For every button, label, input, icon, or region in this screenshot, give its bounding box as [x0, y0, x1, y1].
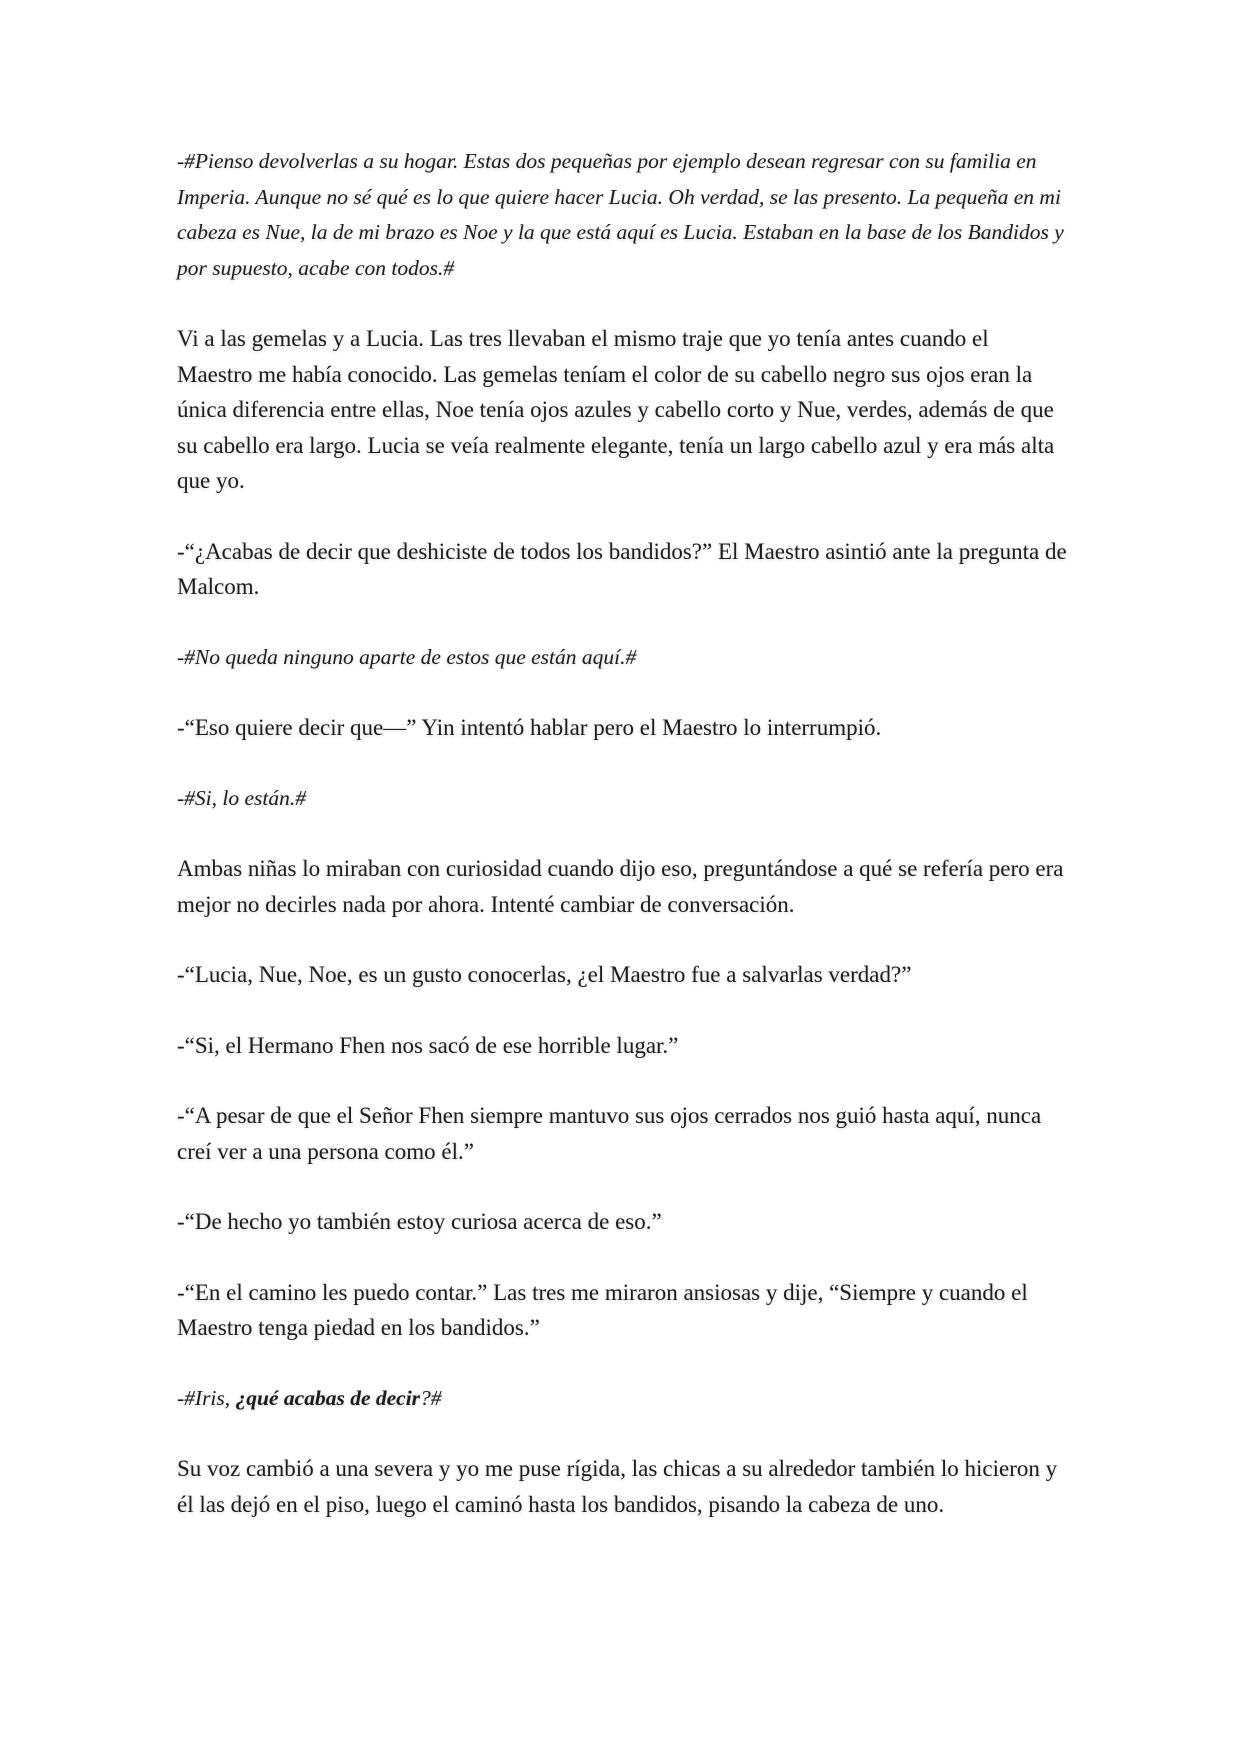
telepathy-emphasis: ¿qué acabas de decir: [235, 1385, 421, 1410]
paragraph-telepathy: -#Pienso devolverlas a su hogar. Estas dos pequeñas por ejemplo desean regresar con su familia en Imperia. Aunque no sé qué es lo que quiere hacer Lucia. Oh verdad, se las presento. La pequeña en mi cabeza es Nue, la de mi brazo es Noe y la que está aquí es Lucia. Estaban en la base de los Bandidos y por supuesto, acabe con todos.#: [177, 149, 1064, 280]
paragraph-telepathy-emphasis: [177, 1381, 1067, 1417]
paragraph-narration: Vi a las gemelas y a Lucia. Las tres llevaban el mismo traje que yo tenía antes cuando el Maestro me había conocido. Las gemelas teníam el color de su cabello negro sus ojos eran la única diferencia entre ellas, Noe tenía ojos azules y cabello corto y Nue, verdes, además de que su cabello era largo. Lucia se veía realmente elegante, tenía un largo cabello azul y era más alta que yo.: [177, 326, 1055, 493]
paragraph-dialogue: -“En el camino les puedo contar.” Las tres me miraron ansiosas y dije, “Siempre y cuando el Maestro tenga piedad en los bandidos.”: [177, 1279, 1028, 1340]
paragraph-dialogue: -“De hecho yo también estoy curiosa acerca de eso.”: [177, 1209, 662, 1234]
paragraph-dialogue: -“¿Acabas de decir que deshiciste de todos los bandidos?” El Maestro asintió ante la pregunta de Malcom.: [177, 538, 1067, 599]
paragraph-telepathy: -#No queda ninguno aparte de estos que están aquí.#: [177, 644, 637, 669]
telepathy-prefix: -#Iris,: [177, 1385, 236, 1410]
paragraph-telepathy: -#Si, lo están.#: [177, 785, 306, 810]
telepathy-suffix: ?#: [420, 1385, 442, 1410]
paragraph-dialogue: -“Eso quiere decir que—” Yin intentó hablar pero el Maestro lo interrumpió.: [177, 715, 882, 740]
paragraph-dialogue: -“Si, el Hermano Fhen nos sacó de ese horrible lugar.”: [177, 1032, 679, 1058]
paragraph-narration: Ambas niñas lo miraban con curiosidad cuando dijo eso, preguntándose a qué se refería pero era mejor no decirles nada por ahora. Intenté cambiar de conversación.: [177, 856, 1064, 917]
text-column: [177, 144, 1067, 1557]
paragraph-dialogue: -“Lucia, Nue, Noe, es un gusto conocerlas, ¿el Maestro fue a salvarlas verdad?”: [177, 962, 912, 987]
paragraph-dialogue: -“A pesar de que el Señor Fhen siempre mantuvo sus ojos cerrados nos guió hasta aquí, nunca creí ver a una persona como él.”: [177, 1103, 1042, 1164]
paragraph-narration: Su voz cambió a una severa y yo me puse rígida, las chicas a su alrededor también lo hicieron y él las dejó en el piso, luego el caminó hasta los bandidos, pisando la cabeza de uno.: [177, 1456, 1058, 1517]
